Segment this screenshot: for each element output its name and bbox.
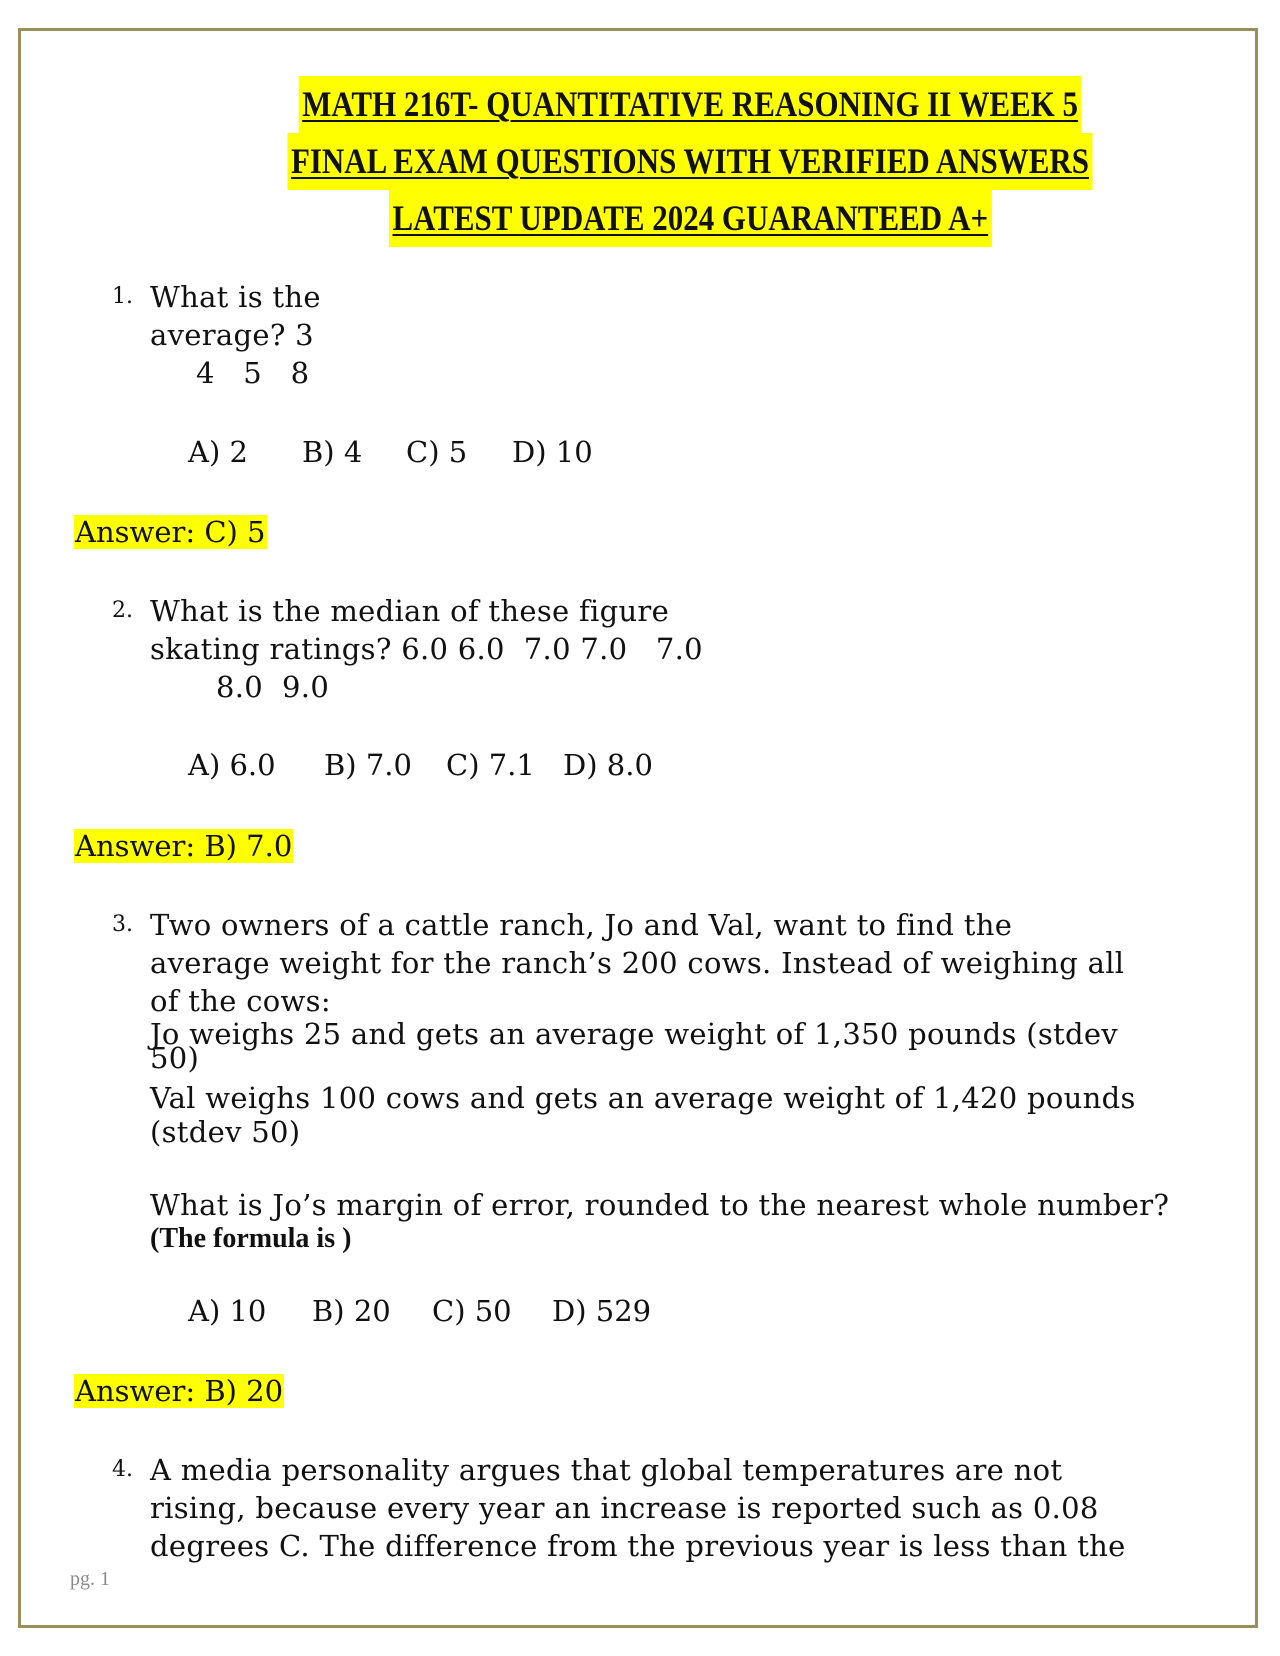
question-4-number: 4. <box>112 1457 133 1482</box>
question-3-option-a: A) 10 <box>188 1294 267 1328</box>
question-2-answer: Answer: B) 7.0 <box>75 829 293 863</box>
page-number: pg. 1 <box>70 1568 110 1590</box>
question-1-option-c: C) 5 <box>406 435 468 469</box>
question-4-line-1: A media personality argues that global temperatures are not <box>150 1453 1063 1487</box>
question-3-option-d: D) 529 <box>552 1294 652 1328</box>
question-3-line-1: Two owners of a cattle ranch, Jo and Val, want to find the <box>150 908 1013 942</box>
question-3-line-6: Val weighs 100 cows and gets an average weight of 1,420 pounds <box>150 1081 1136 1115</box>
question-1-line-1: What is the <box>150 280 321 314</box>
title-line-1: MATH 216T- QUANTITATIVE REASONING II WEEK 5 <box>299 76 1082 133</box>
question-3-answer: Answer: B) 20 <box>75 1374 284 1408</box>
question-3-line-7: (stdev 50) <box>150 1115 301 1149</box>
question-2-line-2: skating ratings? 6.0 6.0 7.0 7.0 7.0 <box>150 632 703 666</box>
question-3-option-b: B) 20 <box>312 1294 391 1328</box>
document-title <box>150 76 1230 247</box>
question-2-option-d: D) 8.0 <box>563 748 653 782</box>
question-2-line-3: 8.0 9.0 <box>216 670 330 704</box>
question-1-option-a: A) 2 <box>188 435 248 469</box>
question-2-line-1: What is the median of these figure <box>150 594 670 628</box>
question-1-line-2: average? 3 <box>150 318 314 352</box>
question-3-line-5: 50) <box>150 1041 200 1075</box>
question-3-line-4: Jo weighs 25 and gets an average weight of 1,350 pounds (stdev <box>150 1017 1118 1051</box>
question-2-option-c: C) 7.1 <box>446 748 535 782</box>
title-line-3: LATEST UPDATE 2024 GUARANTEED A+ <box>389 190 992 247</box>
question-3-line-3: of the cows: <box>150 984 331 1018</box>
title-line-2: FINAL EXAM QUESTIONS WITH VERIFIED ANSWERS <box>288 133 1093 190</box>
question-3-line-2: average weight for the ranch’s 200 cows. Instead of weighing all <box>150 946 1125 980</box>
question-3-option-c: C) 50 <box>432 1294 512 1328</box>
question-1-line-3: 4 5 8 <box>196 356 310 390</box>
question-2-option-b: B) 7.0 <box>324 748 412 782</box>
question-4-line-2: rising, because every year an increase is reported such as 0.08 <box>150 1491 1099 1525</box>
question-1-option-b: B) 4 <box>302 435 363 469</box>
question-4-line-3: degrees C. The difference from the previous year is less than the <box>150 1529 1126 1563</box>
question-1-number: 1. <box>112 284 133 309</box>
question-2-number: 2. <box>112 598 133 623</box>
question-3-number: 3. <box>112 912 133 937</box>
question-3-formula: (The formula is ) <box>150 1223 352 1254</box>
question-2-option-a: A) 6.0 <box>188 748 276 782</box>
question-1-option-d: D) 10 <box>512 435 593 469</box>
question-1-answer: Answer: C) 5 <box>75 515 266 549</box>
question-3-line-8: What is Jo’s margin of error, rounded to the nearest whole number? <box>150 1188 1170 1222</box>
